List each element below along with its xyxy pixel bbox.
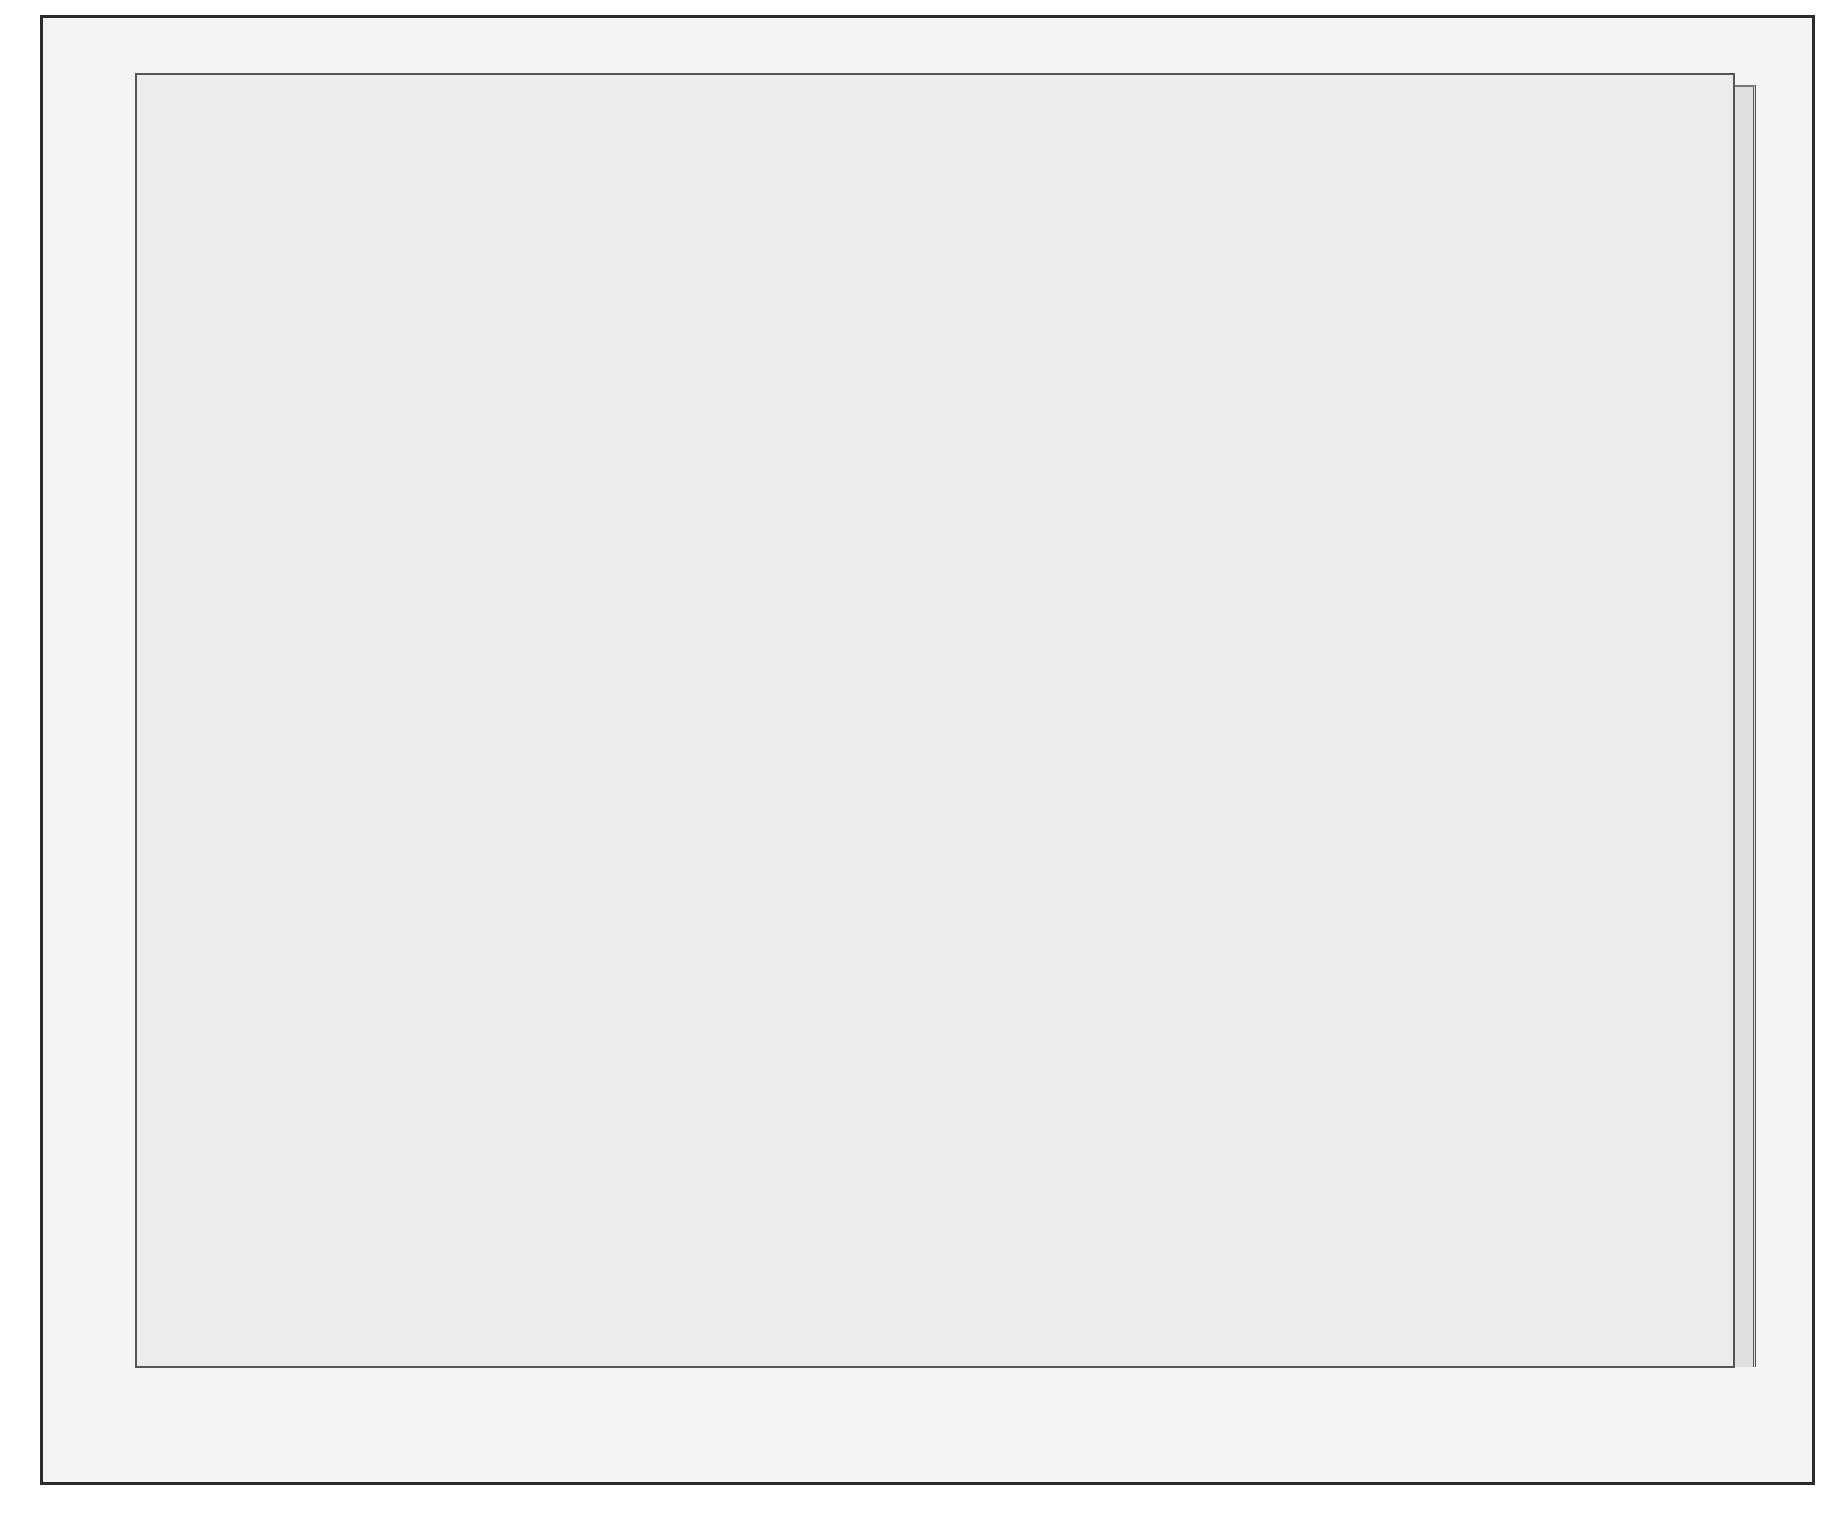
census-sheet <box>135 73 1735 1368</box>
page-edge <box>1733 85 1756 1367</box>
header-birthplace <box>1162 225 1268 231</box>
